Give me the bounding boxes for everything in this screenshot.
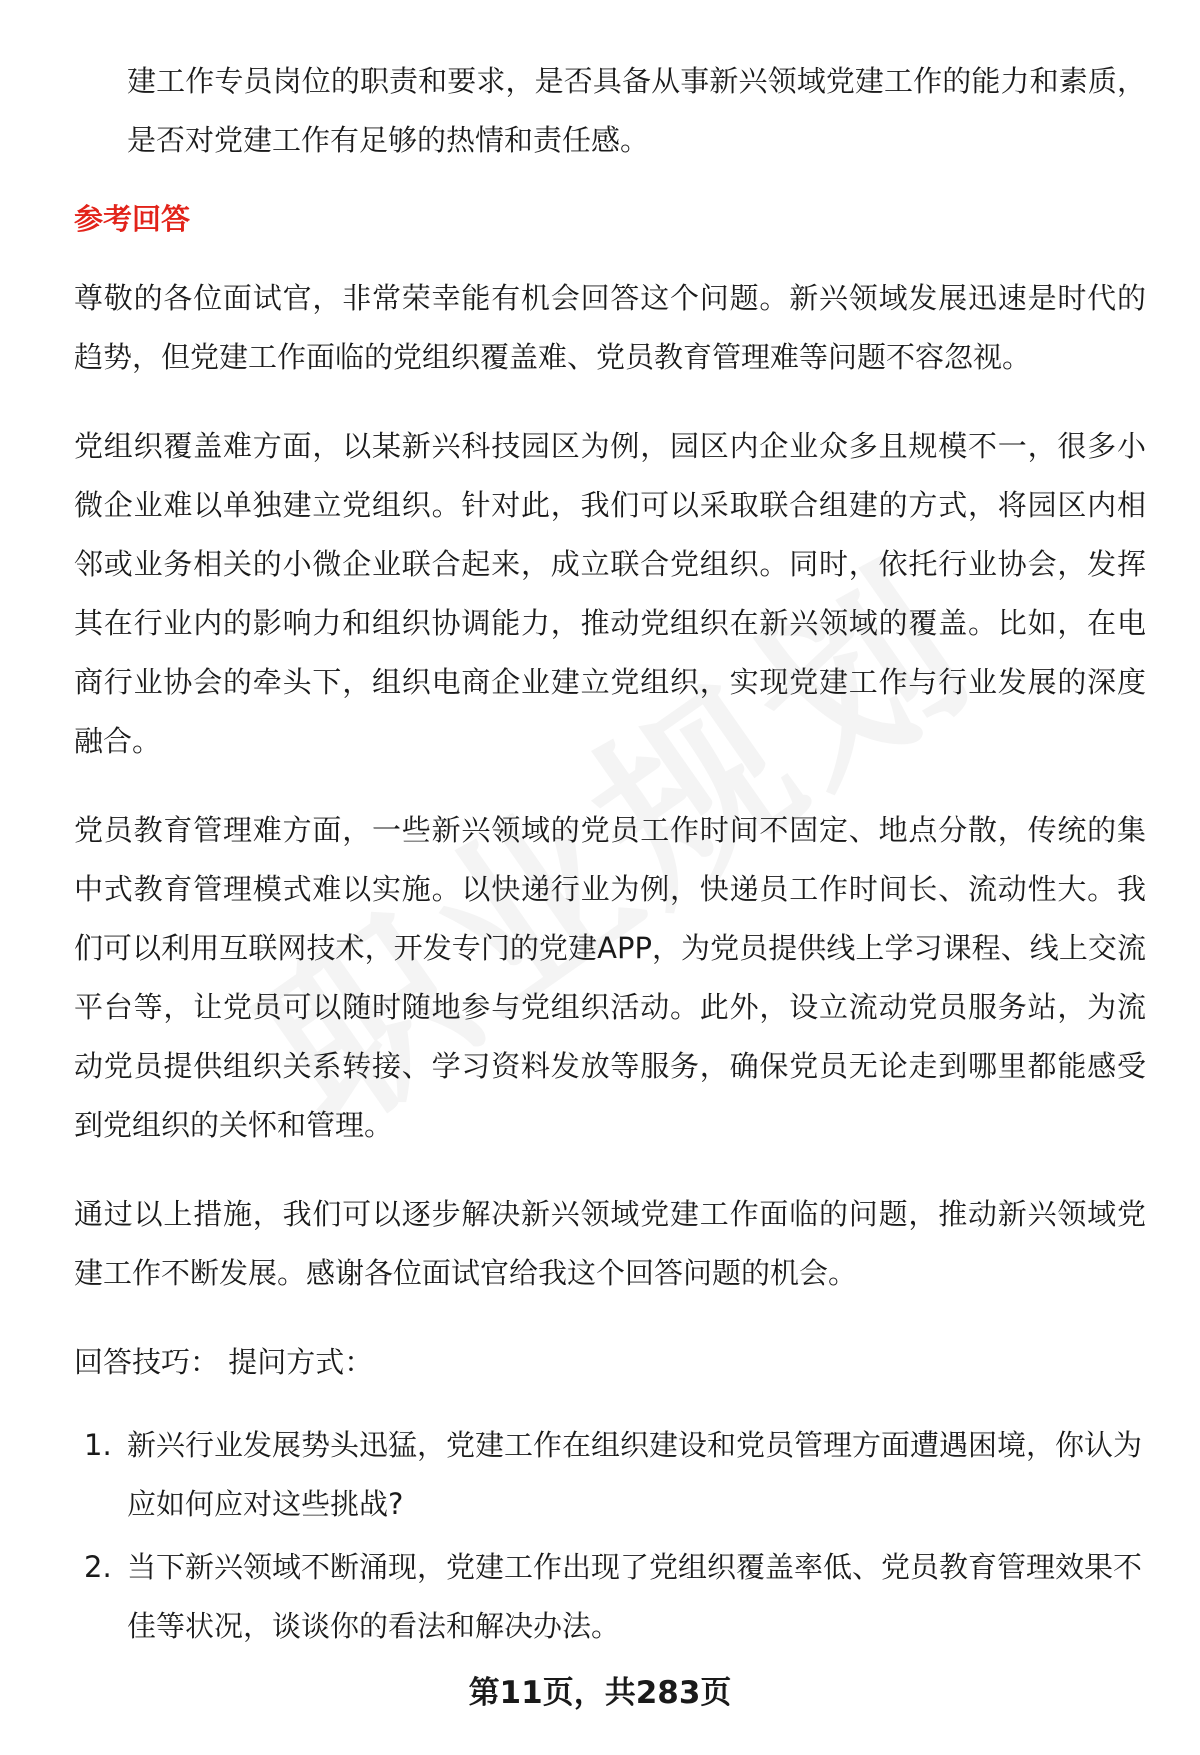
list-item-number: 2. — [84, 1550, 112, 1584]
answer-paragraph-4: 通过以上措施，我们可以逐步解决新兴领域党建工作面临的问题，推动新兴领域党建工作不断发展。感谢各位面试官给我这个回答问题的机会。 — [74, 1197, 1146, 1290]
page-content — [74, 52, 1146, 1660]
list-item-number: 1. — [84, 1428, 112, 1462]
question-list — [74, 1416, 1146, 1656]
list-item-text: 新兴行业发展势头迅猛，党建工作在组织建设和党员管理方面遭遇困境，你认为应如何应对这些挑战? — [127, 1428, 1143, 1521]
answer-paragraph-2: 党组织覆盖难方面，以某新兴科技园区为例，园区内企业众多且规模不一，很多小微企业难以单独建立党组织。针对此，我们可以采取联合组建的方式，将园区内相邻或业务相关的小微企业联合起来，成立联合党组织。同时，依托行业协会，发挥其在行业内的影响力和组织协调能力，推动党组织在新兴领域的覆盖。比如，在电商行业协会的牵头下，组织电商企业建立党组织，实现党建工作与行业发展的深度融合。 — [74, 429, 1146, 758]
answer-heading: 参考回答 — [74, 202, 191, 236]
answer-paragraph-3: 党员教育管理难方面，一些新兴领域的党员工作时间不固定、地点分散，传统的集中式教育管理模式难以实施。以快递行业为例，快递员工作时间长、流动性大。我们可以利用互联网技术，开发专门的党建APP，为党员提供线上学习课程、线上交流平台等，让党员可以随时随地参与党组织活动。此外，设立流动党员服务站，为流动党员提供组织关系转接、学习资料发放等服务，确保党员无论走到哪里都能感受到党组织的关怀和管理。 — [74, 813, 1146, 1142]
answer-paragraph-1: 尊敬的各位面试官，非常荣幸能有机会回答这个问题。新兴领域发展迅速是时代的趋势，但党建工作面临的党组织覆盖难、党员教育管理难等问题不容忽视。 — [74, 281, 1146, 374]
page-footer: 第11页，共283页 — [468, 1675, 732, 1711]
list-item — [74, 1538, 1146, 1656]
list-item — [74, 1416, 1146, 1534]
intro-continuation: 建工作专员岗位的职责和要求，是否具备从事新兴领域党建工作的能力和素质，是否对党建工作有足够的热情和责任感。 — [127, 64, 1146, 157]
list-item-text: 当下新兴领域不断涌现，党建工作出现了党组织覆盖率低、党员教育管理效果不佳等状况，谈谈你的看法和解决办法。 — [127, 1550, 1143, 1643]
tips-label: 回答技巧： 提问方式： — [74, 1345, 374, 1379]
